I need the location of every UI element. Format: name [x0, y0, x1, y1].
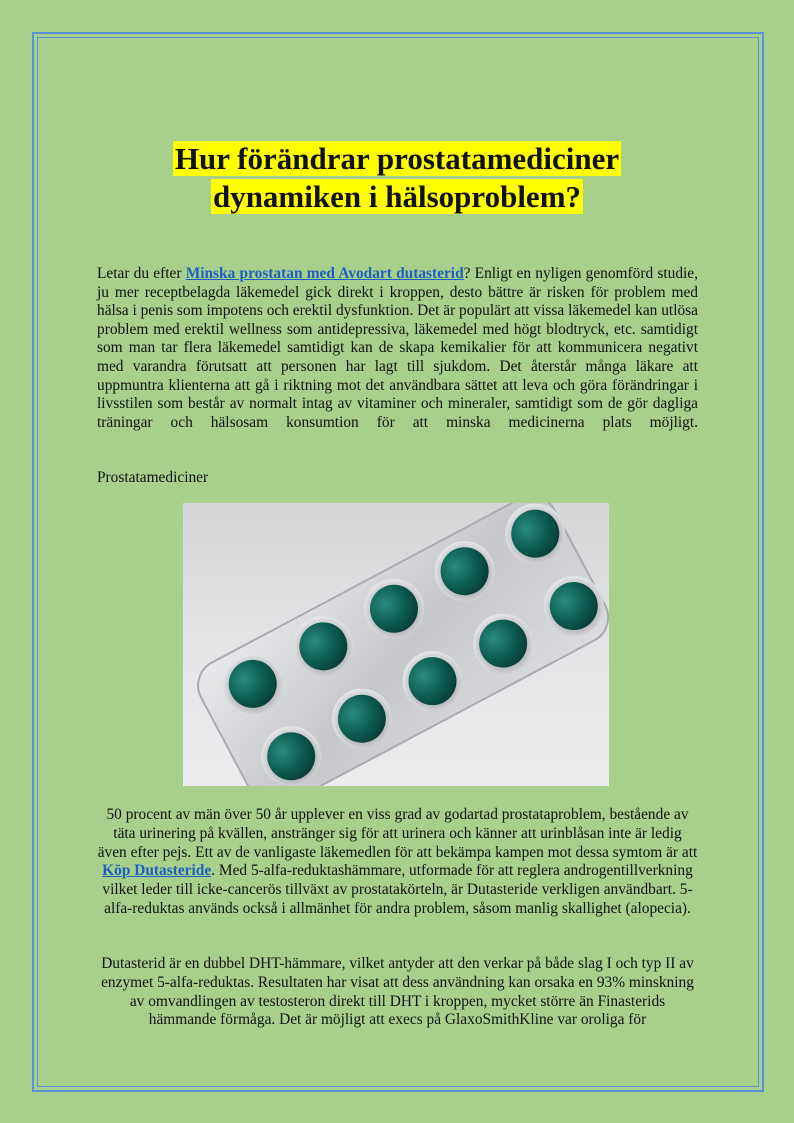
- intro-text-start: Letar du efter: [97, 265, 186, 282]
- title-line-2: dynamiken i hälsoproblem?: [212, 179, 582, 214]
- bph-text-start: 50 procent av män över 50 år upplever en viss grad av godartad prostataproblem, bestående av täta urinering på kvällen, anstränger sig för att urinera och känner att urinblåsan inte är ledig även efter pejs. Ett av de vanligaste läkemedlen för att bekämpa kampen mot dessa symtom är att: [97, 806, 698, 861]
- avodart-link[interactable]: Minska prostatan med Avodart dutasterid: [185, 265, 464, 282]
- buy-dutasteride-link[interactable]: Köp Dutasteride: [102, 862, 212, 880]
- intro-text-rest: ? Enligt en nyligen genomförd studie, ju mer receptbelagda läkemedel gick direkt i kroppen, desto bättre är risken för problem med hälsa i penis som impotens och erektil dysfunktion. Det är populärt att vissa läkemedel kan utlösa problem med erektil wellness som antidepressiva, läkemedel med högt blodtryck, etc. samtidigt som man tar flera läkemedel samtidigt kan de skapa kemikalier för att kommunicera negativt med varandra förutsatt att personen har lagt till sjukdom. Det återstår många läkare att uppmuntra klienterna att gå i riktning mot det användbara sättet att leva och göra förändringar i livsstilen som består av normalt intag av vitaminer och mineraler, samtidigt som de gör dagliga träningar och hälsosam konsumtion för att minska medicinerna plats möjligt.: [97, 265, 698, 431]
- blister-pack-illustration: [183, 503, 609, 786]
- bph-paragraph: [97, 806, 698, 919]
- page-title: [97, 140, 697, 216]
- bph-text-rest: . Med 5-alfa-reduktashämmare, utformade för att reglera androgentillverkning vilket leder till icke-cancerös tillväxt av prostatakörteln, är Dutasteride verkligen användbart. 5-alfa-reduktas används också i allmänhet för andra problem, såsom manlig skallighet (alopecia).: [102, 862, 693, 917]
- dht-paragraph: Dutasterid är en dubbel DHT-hämmare, vilket antyder att den verkar på både slag I och typ II av enzymet 5-alfa-reduktas. Resultaten har visat att dess användning kan orsaka en 93% minskning av omvandlingen av testosteron direkt till DHT i kroppen, mycket större än Finasterids hämmande förmåga. Det är möjligt att execs på GlaxoSmithKline var oroliga för: [101, 955, 694, 1029]
- image-caption: Prostatamediciner: [97, 469, 209, 486]
- pill-blister-photo: [183, 503, 609, 786]
- title-line-1: Hur förändrar prostatamediciner: [174, 141, 620, 176]
- intro-paragraph: [97, 265, 698, 432]
